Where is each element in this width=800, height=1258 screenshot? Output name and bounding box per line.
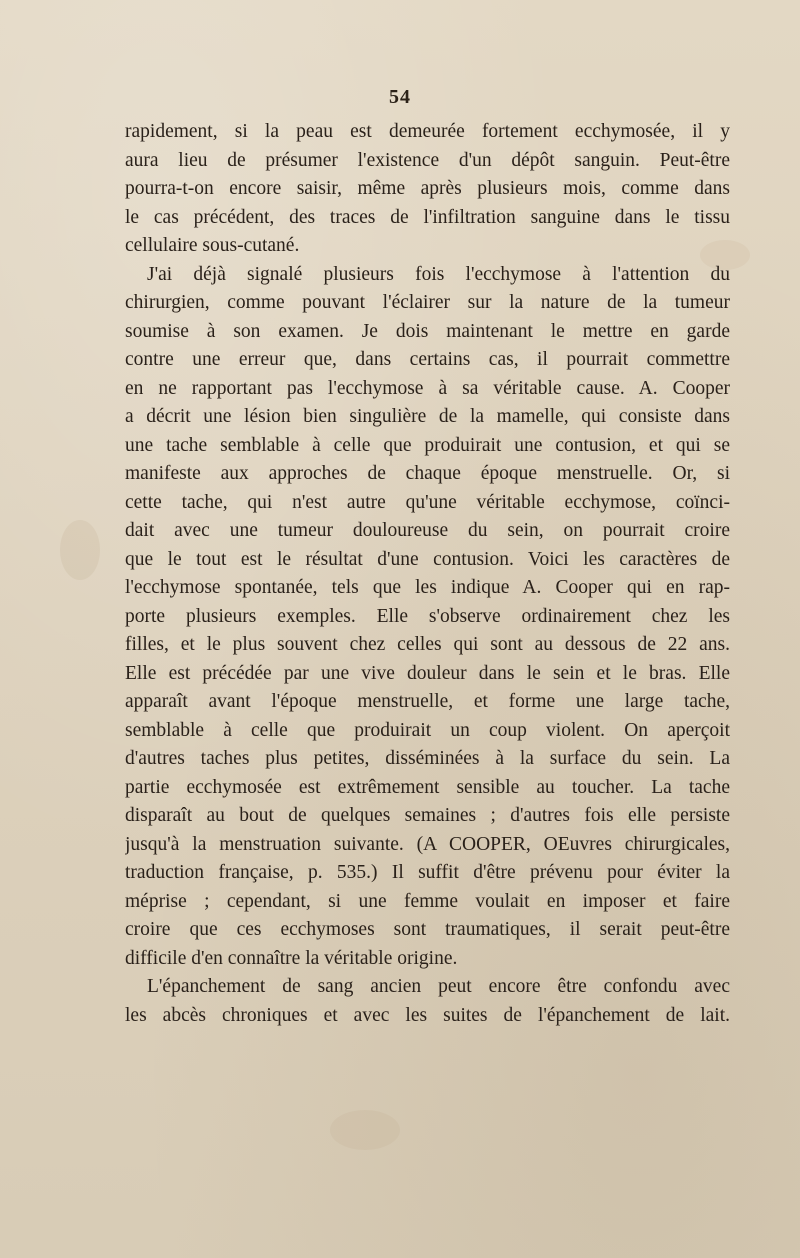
text-line: dait avec une tumeur douloureuse du sein, on pourrait croire bbox=[125, 520, 730, 541]
text-line: partie ecchymosée est extrêmement sensible au toucher. La tache bbox=[125, 776, 730, 798]
text-line: que le tout est le résultat d'une contusion. Voici les caractères de bbox=[125, 548, 730, 570]
text-line: manifeste aux approches de chaque époque menstruelle. Or, si bbox=[125, 463, 730, 484]
text-line: soumise à son examen. Je dois maintenant le mettre en garde bbox=[125, 320, 730, 342]
text-line: a décrit une lésion bien singulière de la mamelle, qui consiste dans bbox=[125, 406, 730, 427]
text-line: méprise ; cependant, si une femme voulait en imposer et faire bbox=[125, 890, 730, 912]
text-line: pourra-t-on encore saisir, même après plusieurs mois, comme dans bbox=[125, 178, 730, 199]
text-line: chirurgien, comme pouvant l'éclairer sur la nature de la tumeur bbox=[125, 292, 730, 313]
text-line: semblable à celle que produirait un coup violent. On aperçoit bbox=[125, 719, 730, 741]
page-number: 54 bbox=[389, 86, 411, 108]
text-line: d'autres taches plus petites, disséminées à la surface du sein. La bbox=[125, 748, 730, 769]
text-line: traduction française, p. 535.) Il suffit d'être prévenu pour éviter la bbox=[125, 862, 730, 883]
text-line: J'ai déjà signalé plusieurs fois l'ecchymose à l'attention du bbox=[147, 263, 730, 285]
text-line: contre une erreur que, dans certains cas, il pourrait commettre bbox=[125, 349, 730, 370]
text-line: aura lieu de présumer l'existence d'un dépôt sanguin. Peut-être bbox=[125, 149, 730, 171]
text-line: disparaît au bout de quelques semaines ; d'autres fois elle persiste bbox=[125, 805, 730, 826]
text-line: difficile d'en connaître la véritable origine. bbox=[125, 947, 458, 969]
text-line: en ne rapportant pas l'ecchymose à sa véritable cause. A. Cooper bbox=[125, 377, 730, 399]
text-line: porte plusieurs exemples. Elle s'observe ordinairement chez les bbox=[125, 605, 730, 627]
text-line: croire que ces ecchymoses sont traumatiques, il serait peut-être bbox=[125, 919, 730, 940]
text-line: les abcès chroniques et avec les suites de l'épanchement de lait. bbox=[125, 1004, 730, 1026]
paper-stain bbox=[330, 1110, 400, 1150]
text-line: jusqu'à la menstruation suivante. (A COOPER, OEuvres chirurgicales, bbox=[125, 833, 730, 855]
text-line: apparaît avant l'époque menstruelle, et forme une large tache, bbox=[125, 691, 730, 712]
text-line: filles, et le plus souvent chez celles qui sont au dessous de 22 ans. bbox=[125, 634, 730, 655]
text-line: l'ecchymose spontanée, tels que les indique A. Cooper qui en rap- bbox=[125, 577, 730, 598]
body-text bbox=[125, 118, 730, 1030]
paper-stain bbox=[60, 520, 100, 580]
text-line: Elle est précédée par une vive douleur dans le sein et le bras. Elle bbox=[125, 662, 730, 684]
text-line: cette tache, qui n'est autre qu'une véritable ecchymose, coïnci- bbox=[125, 491, 730, 513]
text-line: une tache semblable à celle que produirait une contusion, et qui se bbox=[125, 434, 730, 456]
text-line: cellulaire sous-cutané. bbox=[125, 235, 300, 256]
text-line: L'épanchement de sang ancien peut encore être confondu avec bbox=[147, 976, 730, 997]
text-line: rapidement, si la peau est demeurée fortement ecchymosée, il y bbox=[125, 121, 730, 142]
text-line: le cas précédent, des traces de l'infiltration sanguine dans le tissu bbox=[125, 206, 730, 228]
